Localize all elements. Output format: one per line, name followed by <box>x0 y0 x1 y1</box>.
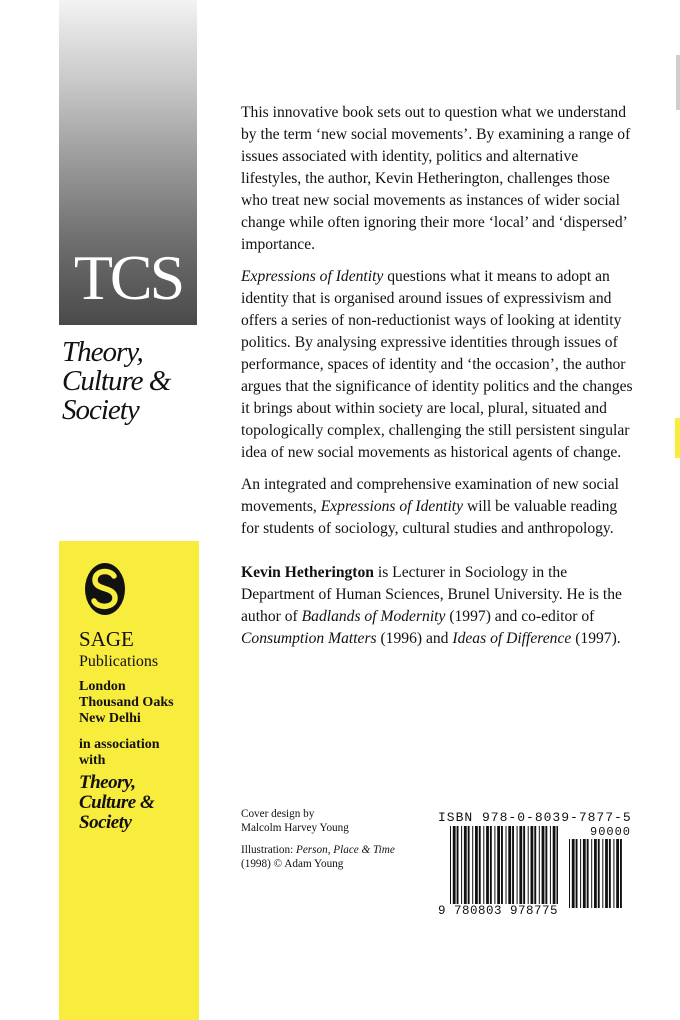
series-title-line: Society <box>62 394 139 426</box>
city: London <box>79 679 126 694</box>
association-line: with <box>79 753 106 768</box>
bio-text: (1997) and co-editor of <box>445 608 595 625</box>
author-bio <box>241 562 636 650</box>
spine-column <box>59 0 197 1020</box>
illustration-title: Person, Place & Time <box>296 844 395 856</box>
barcode-digits: 9 780803 978775 <box>438 904 559 918</box>
publisher-cities <box>79 679 174 727</box>
bio-text: is Lecturer in Sociology in the Department of Human Sciences, Brunel University. He is the author of <box>241 564 622 625</box>
publisher-name: SAGE <box>79 627 134 651</box>
book-title: Expressions of Identity <box>320 498 464 515</box>
series-title-line: Culture & <box>62 365 171 397</box>
author-name: Kevin Hetherington <box>241 564 374 581</box>
book-title: Consumption Matters <box>241 630 377 647</box>
blurb-text: will be valuable reading for students of sociology, cultural studies and anthropology. <box>241 498 618 537</box>
association-series <box>79 773 154 833</box>
association-series-line: Society <box>79 812 132 833</box>
blurb-paragraph-1: This innovative book sets out to question what we understand by the term ‘new social movements’. By examining a range of issues associated with identity, politics and alternative lifestyles, the author, Kevin Hetherington, challenges those who treat new social movements as instances of wider social change while often ignoring their more ‘local’ and ‘dispersed’ importance. <box>241 104 631 253</box>
city: New Delhi <box>79 711 141 726</box>
publisher-imprint: Publications <box>79 653 159 670</box>
credit-line: Cover design by <box>241 808 315 820</box>
blurb-paragraph-2 <box>241 266 636 464</box>
credit-line: Malcolm Harvey Young <box>241 822 349 834</box>
cover-design-credit <box>241 807 441 835</box>
cover-credits <box>241 807 441 879</box>
illustration-credit <box>241 843 441 871</box>
bio-text: (1997). <box>571 630 621 647</box>
credit-line: (1998) © Adam Young <box>241 858 344 870</box>
credit-label: Illustration: <box>241 844 296 856</box>
association-note <box>79 737 160 769</box>
city: Thousand Oaks <box>79 695 174 710</box>
tcs-logo: TCS <box>73 242 183 313</box>
barcode-icon <box>450 826 558 908</box>
edge-mark <box>676 55 680 110</box>
isbn-label: ISBN 978-0-8039-7877-5 <box>438 810 632 825</box>
blurb-text: An integrated and comprehensive examination of new social movements, <box>241 476 620 515</box>
barcode-addon-icon <box>569 839 625 908</box>
addon-code: 90000 <box>590 825 632 839</box>
series-title <box>62 338 197 425</box>
bio-text: (1996) and <box>376 630 453 647</box>
publisher-panel <box>59 541 199 1020</box>
blurb-paragraph-3 <box>241 474 636 540</box>
book-title: Ideas of Difference <box>452 630 572 647</box>
book-title: Badlands of Modernity <box>301 608 446 625</box>
sage-s-logo-icon <box>83 561 127 617</box>
series-title-line: Theory, <box>62 336 143 368</box>
association-series-line: Culture & <box>79 792 155 813</box>
association-line: in association <box>79 737 160 752</box>
association-series-line: Theory, <box>79 772 136 793</box>
book-title: Expressions of Identity <box>241 268 384 285</box>
blurb-text: questions what it means to adopt an identity that is organised around issues of expressivism and offers a series of non-reductionist ways of looking at identity politics. By analysing expressive identities through issues of performance, spaces of identity and ‘the occasion’, the author argues that the significance of identity politics and the changes it brings about within society are local, plural, situated and topologically complex, challenging the still persistent singular idea of new social movements as historical agents of change. <box>241 268 633 461</box>
edge-mark <box>675 418 680 458</box>
back-cover-blurb <box>241 102 636 660</box>
